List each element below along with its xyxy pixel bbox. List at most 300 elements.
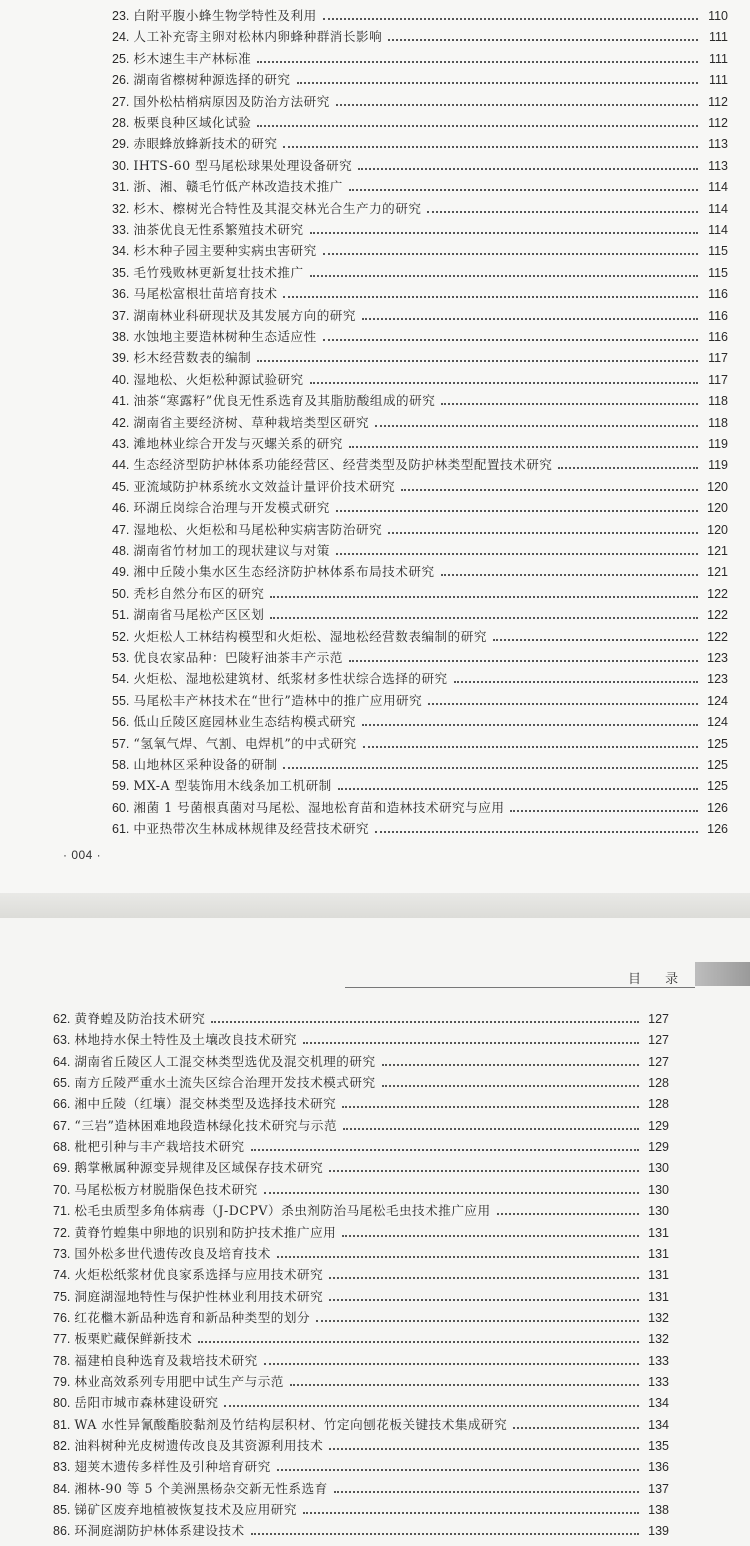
entry-title: IHTS-60 型马尾松球果处理设备研究	[133, 157, 353, 173]
toc-entry	[0, 434, 728, 454]
entry-title: 湖南省竹材加工的现状建议与对策	[133, 543, 330, 558]
dot-leader	[323, 243, 698, 255]
dot-leader	[257, 51, 698, 63]
entry-number: 26.	[112, 73, 130, 88]
entry-number: 63.	[53, 1033, 71, 1048]
dot-leader	[211, 1011, 639, 1023]
entry-number: 24.	[112, 30, 130, 45]
entry-page-number: 126	[707, 822, 728, 837]
entry-number: 58.	[112, 758, 130, 772]
entry-number: 53.	[112, 651, 130, 665]
entry-page-number: 127	[648, 1033, 669, 1048]
dot-leader	[323, 8, 698, 20]
toc-entry	[0, 669, 728, 689]
entry-page-number: 115	[708, 244, 728, 259]
dot-leader	[251, 1139, 639, 1151]
entry-page-number: 117	[708, 351, 728, 366]
entry-page-number: 138	[648, 1503, 669, 1518]
toc-entry	[0, 562, 728, 582]
entry-page-number: 113	[708, 158, 728, 173]
entry-page-number: 122	[707, 629, 728, 644]
entry-number: 67.	[53, 1118, 71, 1133]
toc-entry	[0, 92, 728, 112]
entry-title: 湖南省檫树种源选择的研究	[133, 72, 291, 88]
toc-entry	[0, 691, 728, 711]
entry-number: 77.	[53, 1332, 71, 1347]
dot-leader	[270, 607, 698, 619]
toc-entry	[0, 605, 728, 625]
entry-title: 国外松多世代遗传改良及培育技术	[74, 1245, 271, 1261]
entry-number: 34.	[112, 244, 130, 259]
entry-number: 71.	[53, 1204, 71, 1219]
entry-title: 中亚热带次生林成林规律及经营技术研究	[133, 821, 370, 837]
entry-number: 76.	[53, 1310, 71, 1325]
toc-entry	[0, 1457, 669, 1477]
toc-entry	[0, 1351, 669, 1371]
entry-title: 湿地松、火炬松种源试验研究	[133, 371, 304, 387]
entry-page-number: 118	[708, 394, 728, 409]
entry-title: 火炬松纸浆材优良家系选择与应用技术研究	[74, 1267, 324, 1283]
entry-page-number: 137	[648, 1481, 669, 1496]
entry-title: 湘中丘陵小集水区生态经济防护林体系布局技术研究	[133, 564, 435, 580]
dot-leader	[310, 265, 698, 277]
toc-entry	[0, 306, 728, 326]
entry-number: 75.	[53, 1289, 71, 1304]
toc-entry	[0, 413, 728, 433]
entry-number: 48.	[112, 544, 130, 558]
dot-leader	[310, 222, 698, 234]
entry-number: 83.	[53, 1460, 71, 1475]
entry-title: 生态经济型防护林体系功能经营区、经营类型及防护林类型配置技术研究	[133, 457, 553, 473]
entry-title: 翅荚木遗传多样性及引种培育研究	[74, 1459, 271, 1475]
entry-number: 35.	[112, 265, 130, 280]
entry-title: 枇杷引种与丰产栽培技术研究	[74, 1139, 245, 1155]
entry-page-number: 122	[707, 586, 728, 601]
entry-number: 42.	[112, 415, 130, 430]
entry-page-number: 133	[648, 1353, 669, 1368]
toc-entry	[0, 734, 728, 754]
toc-entry	[0, 327, 728, 347]
header-rule	[345, 987, 695, 988]
toc-entry	[0, 1137, 669, 1157]
dot-leader	[363, 736, 698, 748]
entry-number: 68.	[53, 1140, 71, 1155]
toc-entry	[0, 1009, 669, 1029]
entry-page-number: 136	[648, 1460, 669, 1475]
entry-title: 低山丘陵区庭园林业生态结构模式研究	[133, 714, 356, 730]
entry-number: 84.	[53, 1481, 71, 1496]
entry-number: 78.	[53, 1353, 71, 1368]
entry-title: 南方丘陵严重水土流失区综合治理开发技术模式研究	[74, 1075, 376, 1091]
entry-page-number: 131	[648, 1225, 669, 1240]
entry-title: 杉木、檫树光合特性及其混交林光合生产力的研究	[133, 200, 422, 216]
entry-page-number: 127	[648, 1012, 669, 1026]
dot-leader	[388, 29, 698, 41]
toc-entry	[0, 348, 728, 368]
entry-number: 80.	[53, 1396, 71, 1411]
toc-entry	[0, 1287, 669, 1307]
entry-page-number: 126	[707, 800, 728, 815]
dot-leader	[454, 671, 698, 683]
entry-title: 锑矿区废弃地植被恢复技术及应用研究	[74, 1502, 297, 1518]
running-header-label: 目 录	[628, 972, 689, 987]
toc-entry	[0, 1073, 669, 1093]
toc-entry	[0, 1393, 669, 1413]
entry-number: 31.	[112, 180, 130, 195]
dot-leader	[198, 1331, 639, 1343]
entry-page-number: 129	[648, 1118, 669, 1133]
dot-leader	[513, 1417, 639, 1429]
toc-entry	[0, 455, 728, 475]
entry-title: 洞庭湖湿地特性与保护性林业利用技术研究	[74, 1288, 324, 1304]
entry-page-number: 116	[708, 287, 728, 302]
entry-title: 红花檵木新品种选育和新品种类型的划分	[74, 1309, 311, 1325]
dot-leader	[349, 650, 698, 662]
entry-page-number: 111	[708, 30, 728, 45]
toc-entry	[0, 648, 728, 668]
toc-entry	[0, 1479, 669, 1499]
dot-leader	[251, 1523, 639, 1535]
toc-entry	[0, 134, 728, 154]
toc-entry	[0, 6, 728, 26]
entry-number: 60.	[112, 800, 130, 815]
toc-entry	[0, 712, 728, 732]
entry-title: 国外松枯梢病原因及防治方法研究	[133, 93, 330, 109]
entry-title: 湘菌 1 号菌根真菌对马尾松、湿地松育苗和造林技术研究与应用	[133, 799, 505, 815]
entry-number: 64.	[53, 1054, 71, 1069]
dot-leader	[401, 479, 698, 491]
entry-number: 49.	[112, 565, 130, 580]
entry-page-number: 115	[708, 265, 728, 280]
entry-page-number: 119	[708, 458, 728, 473]
entry-title: 油茶优良无性系繁殖技术研究	[133, 222, 304, 237]
entry-title: 黄脊竹蝗集中卵地的识别和防护技术推广应用	[74, 1224, 337, 1240]
entry-page-number: 130	[648, 1182, 669, 1197]
entry-page-number: 118	[708, 415, 728, 430]
entry-page-number: 133	[648, 1374, 669, 1389]
entry-title: 火炬松人工林结构模型和火炬松、湿地松经营数表编制的研究	[133, 628, 487, 644]
toc-entry	[0, 477, 728, 497]
entry-page-number: 114	[708, 223, 728, 237]
toc-entry	[0, 1265, 669, 1285]
entry-page-number: 114	[708, 201, 728, 216]
toc-entry	[0, 27, 728, 47]
entry-number: 74.	[53, 1268, 71, 1283]
entry-number: 29.	[112, 137, 130, 152]
entry-number: 23.	[112, 9, 130, 23]
entry-page-number: 135	[648, 1439, 669, 1453]
entry-title: WA 水性异氰酸酯胶黏剂及竹结构层积材、竹定向刨花板关键技术集成研究	[74, 1416, 508, 1432]
dot-leader	[497, 1203, 639, 1215]
entry-number: 28.	[112, 116, 130, 130]
entry-number: 69.	[53, 1161, 71, 1176]
dot-leader	[510, 800, 698, 812]
dot-leader	[270, 586, 698, 598]
entry-page-number: 123	[707, 672, 728, 687]
entry-number: 45.	[112, 479, 130, 494]
entry-title: MX-A 型装饰用木线条加工机研制	[133, 778, 332, 794]
toc-entry	[0, 1223, 669, 1243]
entry-title: 岳阳市城市森林建设研究	[74, 1395, 219, 1411]
dot-leader	[342, 1225, 639, 1237]
entry-page-number: 128	[648, 1076, 669, 1091]
entry-page-number: 111	[708, 73, 728, 88]
toc-entry	[0, 1116, 669, 1136]
entry-number: 51.	[112, 608, 130, 623]
entry-title: 湖南省丘陵区人工混交林类型选优及混交机理的研究	[74, 1053, 376, 1069]
toc-entry	[0, 584, 728, 604]
toc-entry	[0, 1329, 669, 1349]
entry-page-number: 120	[707, 522, 728, 537]
entry-title: 马尾松板方材脱脂保色技术研究	[74, 1181, 258, 1197]
entry-number: 86.	[53, 1524, 71, 1539]
entry-title: 黄脊蝗及防治技术研究	[74, 1011, 206, 1026]
entry-number: 36.	[112, 287, 130, 302]
entry-page-number: 113	[708, 137, 728, 152]
entry-title: 火炬松、湿地松建筑材、纸浆材多性状综合选择的研究	[133, 671, 448, 687]
entry-title: 板栗贮藏保鲜新技术	[74, 1331, 193, 1347]
entry-title: 林业高效系列专用肥中试生产与示范	[74, 1373, 284, 1389]
toc-entry	[0, 1372, 669, 1392]
entry-page-number: 116	[708, 308, 728, 323]
entry-title: 湖南省主要经济树、草种栽培类型区研究	[133, 414, 370, 430]
toc-entry	[0, 241, 728, 261]
dot-leader	[257, 350, 698, 362]
toc-entry	[0, 1052, 669, 1072]
entry-title: 水蚀地主要造林树种生态适应性	[133, 329, 317, 344]
entry-page-number: 121	[707, 565, 728, 580]
entry-number: 39.	[112, 351, 130, 366]
toc-entry	[0, 1308, 669, 1328]
entry-page-number: 139	[648, 1524, 669, 1539]
entry-number: 65.	[53, 1076, 71, 1091]
dot-leader	[283, 286, 698, 298]
entry-number: 50.	[112, 586, 130, 601]
dot-leader	[382, 1054, 639, 1066]
toc-entry	[0, 284, 728, 304]
entry-number: 70.	[53, 1182, 71, 1197]
entry-title: 鹅掌楸属种源变异规律及区域保存技术研究	[74, 1160, 324, 1176]
entry-page-number: 134	[648, 1396, 669, 1411]
entry-number: 47.	[112, 522, 130, 537]
entry-page-number: 124	[707, 715, 728, 730]
entry-title: 山地林区采种设备的研制	[133, 757, 278, 772]
entry-page-number: 129	[648, 1140, 669, 1155]
dot-leader	[428, 693, 698, 705]
entry-page-number: 119	[708, 437, 728, 451]
entry-number: 27.	[112, 94, 130, 109]
dot-leader	[264, 1182, 639, 1194]
page-gap	[0, 893, 750, 918]
entry-page-number: 114	[708, 180, 728, 195]
entry-title: 湖南省马尾松产区区划	[133, 607, 265, 623]
entry-page-number: 122	[707, 608, 728, 623]
toc-entry	[0, 1521, 669, 1541]
entry-number: 61.	[112, 822, 130, 837]
dot-leader	[329, 1160, 639, 1172]
entry-page-number: 116	[708, 330, 728, 344]
toc-entry	[0, 1180, 669, 1200]
entry-number: 57.	[112, 736, 130, 751]
dot-leader	[338, 778, 698, 790]
entry-page-number: 117	[708, 372, 728, 387]
entry-title: 湖南林业科研现状及其发展方向的研究	[133, 307, 356, 323]
entry-number: 85.	[53, 1503, 71, 1518]
entry-number: 33.	[112, 223, 130, 237]
page-folio: · 004 ·	[63, 848, 102, 862]
toc-entry	[0, 156, 728, 176]
entry-page-number: 127	[648, 1054, 669, 1069]
entry-number: 55.	[112, 693, 130, 708]
entry-number: 56.	[112, 715, 130, 730]
toc-entry	[0, 755, 728, 775]
toc-entry	[0, 798, 728, 818]
entry-title: 马尾松富根壮苗培育技术	[133, 286, 278, 302]
entry-title: 人工补充寄主卵对松林内卵蜂种群消长影响	[133, 29, 383, 45]
dot-leader	[441, 564, 698, 576]
dot-leader	[224, 1395, 639, 1407]
dot-leader	[277, 1459, 639, 1471]
entry-title: 油料树种光皮树遗传改良及其资源利用技术	[74, 1438, 324, 1453]
entry-title: 福建柏良种选育及栽培技术研究	[74, 1352, 258, 1368]
entry-title: 杉木经营数表的编制	[133, 350, 252, 366]
toc-entry	[0, 70, 728, 90]
entry-number: 37.	[112, 308, 130, 323]
entry-title: 油茶“寒露籽”优良无性系选育及其脂肪酸组成的研究	[133, 393, 436, 409]
entry-number: 59.	[112, 779, 130, 794]
toc-entry	[0, 220, 728, 240]
toc-entry	[0, 498, 728, 518]
entry-page-number: 120	[707, 501, 728, 516]
entry-title: 松毛虫质型多角体病毒（J-DCPV）杀虫剂防治马尾松毛虫技术推广应用	[74, 1203, 491, 1219]
entry-page-number: 121	[707, 544, 728, 558]
entry-number: 81.	[53, 1417, 71, 1432]
entry-title: “氢氧气焊、气割、电焊机”的中式研究	[133, 735, 357, 751]
dot-leader	[349, 436, 698, 448]
toc-entry	[0, 1244, 669, 1264]
dot-leader	[375, 821, 698, 833]
entry-title: 浙、湘、赣毛竹低产林改造技术推广	[133, 179, 343, 195]
dot-leader	[362, 714, 698, 726]
dot-leader	[283, 757, 698, 769]
entry-number: 73.	[53, 1246, 71, 1261]
dot-leader	[303, 1032, 639, 1044]
dot-leader	[336, 500, 698, 512]
entry-page-number: 134	[648, 1417, 669, 1432]
entry-page-number: 131	[648, 1289, 669, 1304]
toc-entry	[0, 819, 728, 839]
entry-number: 43.	[112, 437, 130, 451]
entry-number: 54.	[112, 672, 130, 687]
entry-page-number: 125	[707, 758, 728, 772]
entry-page-number: 123	[707, 651, 728, 665]
dot-leader	[329, 1289, 639, 1301]
dot-leader	[329, 1267, 639, 1279]
dot-leader	[343, 1118, 639, 1130]
dot-leader	[336, 94, 698, 106]
entry-page-number: 125	[707, 779, 728, 794]
entry-page-number: 131	[648, 1268, 669, 1283]
toc-entry	[0, 113, 728, 133]
entry-number: 38.	[112, 330, 130, 344]
dot-leader	[264, 1353, 639, 1365]
entry-page-number: 125	[707, 736, 728, 751]
entry-page-number: 132	[648, 1332, 669, 1347]
toc-entry	[0, 1201, 669, 1221]
dot-leader	[257, 115, 698, 127]
entry-title: 林地持水保土特性及土壤改良技术研究	[74, 1032, 297, 1048]
toc-entry	[0, 49, 728, 69]
dot-leader	[493, 629, 698, 641]
toc-entry	[0, 776, 728, 796]
entry-page-number: 112	[708, 94, 728, 109]
toc-entry	[0, 1158, 669, 1178]
entry-title: 湿地松、火炬松和马尾松种实病害防治研究	[133, 521, 383, 537]
dot-leader	[334, 1481, 639, 1493]
toc-entry	[0, 1094, 669, 1114]
dot-leader	[349, 179, 698, 191]
toc-entry	[0, 520, 728, 540]
entry-page-number: 110	[708, 9, 728, 23]
entry-page-number: 111	[708, 51, 728, 66]
dot-leader	[297, 72, 698, 84]
dot-leader	[323, 329, 698, 341]
dot-leader	[336, 543, 698, 555]
entry-number: 25.	[112, 51, 130, 66]
dot-leader	[441, 393, 698, 405]
entry-number: 40.	[112, 372, 130, 387]
entry-title: 亚流域防护林系统水文效益计量评价技术研究	[133, 478, 396, 494]
dot-leader	[427, 201, 698, 213]
toc-entry	[0, 1500, 669, 1520]
dot-leader	[290, 1374, 639, 1386]
entry-number: 46.	[112, 501, 130, 516]
dot-leader	[303, 1502, 639, 1514]
entry-title: 马尾松丰产林技术在“世行”造林中的推广应用研究	[133, 692, 423, 708]
entry-page-number: 130	[648, 1204, 669, 1219]
dot-leader	[283, 136, 698, 148]
dot-leader	[329, 1438, 639, 1450]
entry-number: 44.	[112, 458, 130, 473]
entry-title: 毛竹残败林更新复壮技术推广	[133, 264, 304, 280]
entry-title: 滩地林业综合开发与灭螺关系的研究	[133, 436, 343, 451]
entry-page-number: 124	[707, 693, 728, 708]
entry-title: 板栗良种区域化试验	[133, 115, 252, 130]
entry-number: 79.	[53, 1374, 71, 1389]
dot-leader	[316, 1310, 639, 1322]
entry-title: 杉木速生丰产林标准	[133, 50, 252, 66]
toc-entry	[0, 199, 728, 219]
toc-entry	[0, 1436, 669, 1456]
entry-page-number: 132	[648, 1310, 669, 1325]
entry-title: 湘林-90 等 5 个美洲黑杨杂交新无性系选育	[74, 1480, 328, 1496]
entry-title: 环湖丘岗综合治理与开发模式研究	[133, 500, 330, 516]
toc-entry	[0, 1415, 669, 1435]
entry-number: 41.	[112, 394, 130, 409]
toc-entry	[0, 541, 728, 561]
entry-title: “三岩”造林困难地段造林绿化技术研究与示范	[74, 1117, 338, 1133]
entry-title: 白附平腹小蜂生物学特性及利用	[133, 8, 317, 23]
dot-leader	[342, 1096, 639, 1108]
entry-page-number: 120	[707, 479, 728, 494]
dot-leader	[358, 158, 698, 170]
dot-leader	[382, 1075, 639, 1087]
dot-leader	[388, 522, 698, 534]
entry-number: 72.	[53, 1225, 71, 1240]
entry-title: 杉木种子园主要种实病虫害研究	[133, 243, 317, 259]
dot-leader	[277, 1246, 639, 1258]
entry-page-number: 130	[648, 1161, 669, 1176]
